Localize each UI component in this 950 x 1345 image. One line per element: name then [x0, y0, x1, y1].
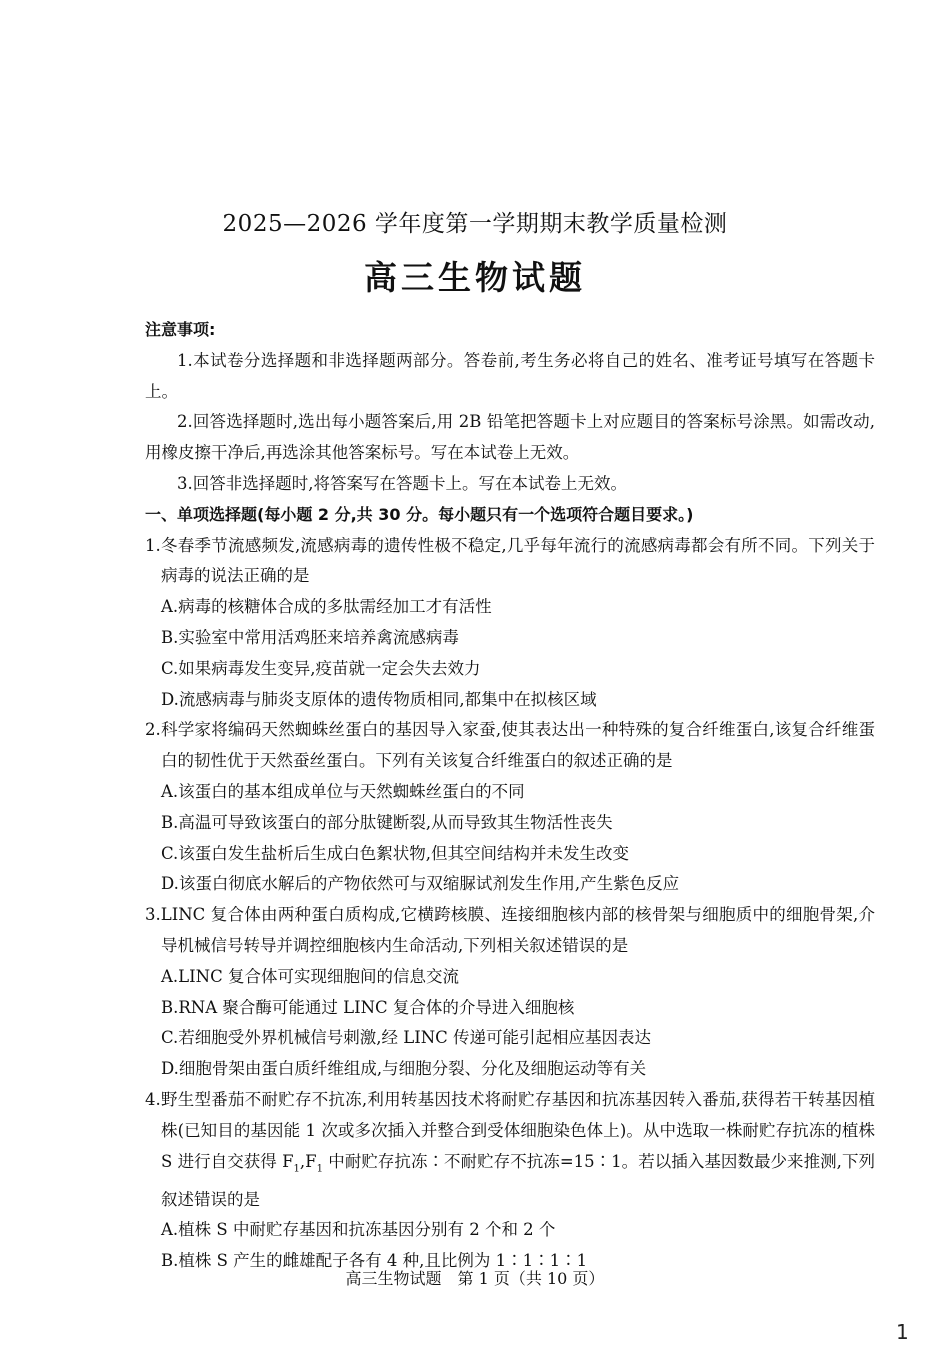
option: A.LINC 复合体可实现细胞间的信息交流	[161, 966, 459, 986]
option: A.病毒的核糖体合成的多肽需经加工才有活性	[161, 597, 492, 617]
option: C.该蛋白发生盐析后生成白色絮状物,但其空间结构并未发生改变	[161, 843, 630, 863]
page-number: 1	[896, 1320, 909, 1344]
subscript: 1	[316, 1162, 323, 1174]
option: B.实验室中常用活鸡胚来培养禽流感病毒	[161, 627, 459, 647]
question-stem	[145, 1085, 875, 1215]
option: D.该蛋白彻底水解后的产物依然可与双缩脲试剂发生作用,产生紫色反应	[161, 874, 680, 894]
exam-subtitle: 2025—2026 学年度第一学期期末教学质量检测	[222, 211, 728, 237]
notice-item: 1.本试卷分选择题和非选择题两部分。答卷前,考生务必将自己的姓名、准考证号填写在答题卡上。	[145, 350, 875, 401]
notice-item: 3.回答非选择题时,将答案写在答题卡上。写在本试卷上无效。	[177, 473, 627, 493]
notice-item: 2.回答选择题时,选出每小题答案后,用 2B 铅笔把答题卡上对应题目的答案标号涂黑。如需改动,用橡皮擦干净后,再选涂其他答案标号。写在本试卷上无效。	[145, 412, 875, 463]
option: B.高温可导致该蛋白的部分肽键断裂,从而导致其生物活性丧失	[161, 812, 613, 832]
stem-text: 中耐贮存抗冻∶不耐贮存不抗冻=15∶1。若以插入基因数最少来推测,下列叙述错误的是	[161, 1151, 875, 1209]
question-stem: 1.冬春季节流感频发,流感病毒的遗传性极不稳定,几乎每年流行的流感病毒都会有所不同。下列关于病毒的说法正确的是	[145, 535, 875, 586]
exam-title: 高三生物试题	[364, 258, 586, 297]
option: C.如果病毒发生变异,疫苗就一定会失去效力	[161, 658, 481, 678]
question-stem: 2.科学家将编码天然蜘蛛丝蛋白的基因导入家蚕,使其表达出一种特殊的复合纤维蛋白,该复合纤维蛋白的韧性优于天然蚕丝蛋白。下列有关该复合纤维蛋白的叙述正确的是	[145, 720, 875, 771]
page-footer: 高三生物试题 第 1 页（共 10 页）	[345, 1269, 605, 1288]
option: D.流感病毒与肺炎支原体的遗传物质相同,都集中在拟核区域	[161, 689, 597, 709]
stem-text: ,F	[299, 1151, 317, 1171]
exam-content	[145, 315, 875, 1277]
option: B.植株 S 产生的雌雄配子各有 4 种,且比例为 1∶1∶1∶1	[161, 1251, 588, 1271]
notice-heading: 注意事项:	[145, 320, 216, 339]
subscript: 1	[293, 1162, 300, 1174]
option: A.植株 S 中耐贮存基因和抗冻基因分别有 2 个和 2 个	[161, 1220, 556, 1240]
option: C.若细胞受外界机械信号刺激,经 LINC 传递可能引起相应基因表达	[161, 1028, 652, 1048]
option: B.RNA 聚合酶可能通过 LINC 复合体的介导进入细胞核	[161, 997, 575, 1017]
stem-text: 4.野生型番茄不耐贮存不抗冻,利用转基因技术将耐贮存基因和抗冻基因转入番茄,获得若干转基因植株(已知目的基因能 1 次或多次插入并整合到受体细胞染色体上)。从中选取一株耐贮存抗冻的植株 S 进行自交获得 F	[145, 1089, 875, 1171]
option: D.细胞骨架由蛋白质纤维组成,与细胞分裂、分化及细胞运动等有关	[161, 1059, 647, 1079]
question-stem: 3.LINC 复合体由两种蛋白质构成,它横跨核膜、连接细胞核内部的核骨架与细胞质中的细胞骨架,介导机械信号转导并调控细胞核内生命活动,下列相关叙述错误的是	[145, 905, 875, 955]
option: A.该蛋白的基本组成单位与天然蜘蛛丝蛋白的不同	[161, 781, 525, 801]
section-heading: 一、单项选择题(每小题 2 分,共 30 分。每小题只有一个选项符合题目要求。)	[145, 504, 694, 524]
